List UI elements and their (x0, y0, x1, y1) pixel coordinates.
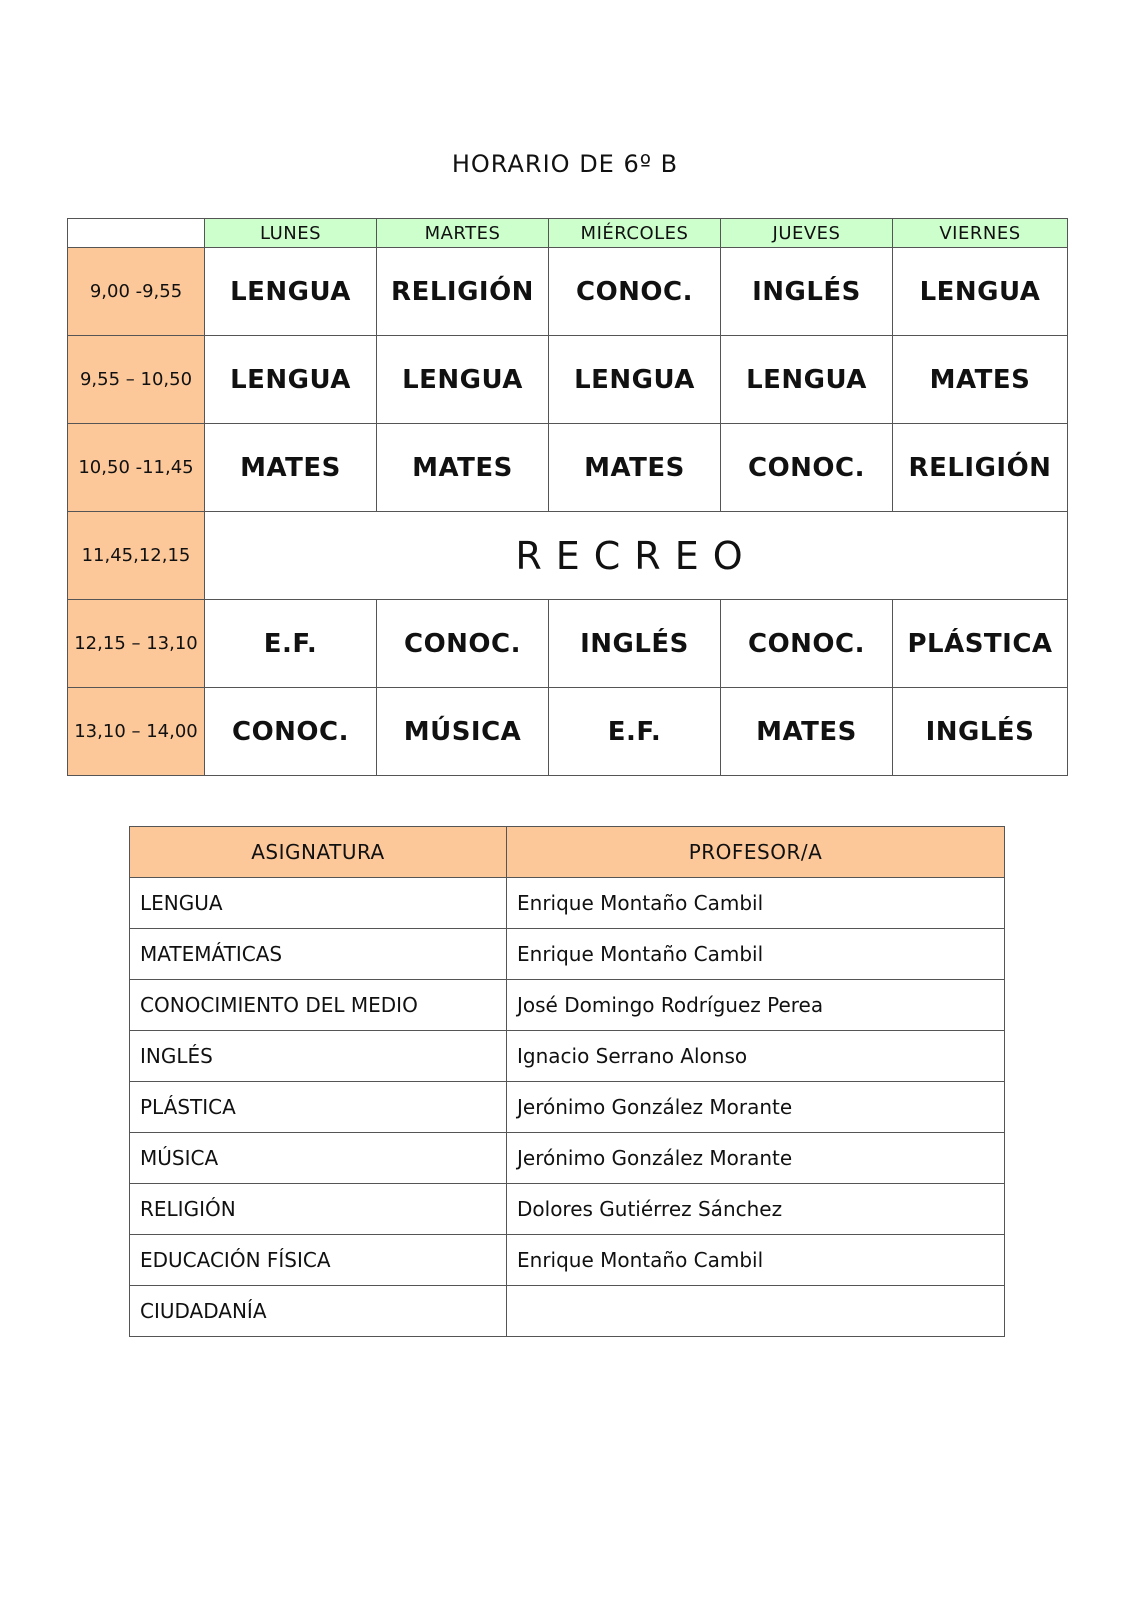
subject-column-header: ASIGNATURA (130, 827, 507, 878)
subject-cell: MATES (893, 336, 1068, 424)
subject-cell: RELIGIÓN (893, 424, 1068, 512)
page-title: HORARIO DE 6º B (451, 150, 679, 178)
recess-cell (205, 512, 1068, 600)
teachers-table (129, 826, 1005, 1337)
teachers-header-row (130, 827, 1005, 878)
subject-name: INGLÉS (130, 1031, 507, 1082)
day-header-viernes: VIERNES (893, 219, 1068, 248)
subject-cell: INGLÉS (893, 688, 1068, 776)
day-header-martes: MARTES (377, 219, 549, 248)
subject-name: LENGUA (130, 878, 507, 929)
schedule-table (67, 218, 1068, 776)
table-row (130, 980, 1005, 1031)
subject-cell: CONOC. (377, 600, 549, 688)
teacher-name: Jerónimo González Morante (507, 1082, 1005, 1133)
table-row (130, 1082, 1005, 1133)
subject-cell: CONOC. (205, 688, 377, 776)
schedule-header-row (68, 219, 1068, 248)
table-row (130, 1235, 1005, 1286)
schedule-row (68, 600, 1068, 688)
subject-name: PLÁSTICA (130, 1082, 507, 1133)
subject-name: CIUDADANÍA (130, 1286, 507, 1337)
subject-cell: E.F. (205, 600, 377, 688)
subject-cell: MATES (549, 424, 721, 512)
subject-name: MATEMÁTICAS (130, 929, 507, 980)
schedule-row (68, 424, 1068, 512)
subject-cell: MÚSICA (377, 688, 549, 776)
subject-name: CONOCIMIENTO DEL MEDIO (130, 980, 507, 1031)
subject-cell: LENGUA (205, 248, 377, 336)
teacher-name (507, 1286, 1005, 1337)
time-slot: 9,55 – 10,50 (68, 336, 205, 424)
day-header-lunes: LUNES (205, 219, 377, 248)
schedule-row (68, 336, 1068, 424)
subject-cell: CONOC. (721, 600, 893, 688)
day-header-miercoles: MIÉRCOLES (549, 219, 721, 248)
subject-cell: MATES (721, 688, 893, 776)
subject-cell: MATES (205, 424, 377, 512)
subject-cell: CONOC. (721, 424, 893, 512)
subject-cell: E.F. (549, 688, 721, 776)
day-header-jueves: JUEVES (721, 219, 893, 248)
time-slot: 10,50 -11,45 (68, 424, 205, 512)
subject-cell: CONOC. (549, 248, 721, 336)
table-row (130, 1286, 1005, 1337)
teacher-column-header: PROFESOR/A (507, 827, 1005, 878)
recess-label: RECREO (515, 533, 757, 578)
time-slot: 9,00 -9,55 (68, 248, 205, 336)
subject-name: MÚSICA (130, 1133, 507, 1184)
schedule-row (68, 248, 1068, 336)
subject-cell: PLÁSTICA (893, 600, 1068, 688)
subject-name: EDUCACIÓN FÍSICA (130, 1235, 507, 1286)
schedule-corner-cell (68, 219, 205, 248)
teacher-name: José Domingo Rodríguez Perea (507, 980, 1005, 1031)
subject-cell: RELIGIÓN (377, 248, 549, 336)
table-row (130, 878, 1005, 929)
subject-cell: LENGUA (721, 336, 893, 424)
subject-cell: MATES (377, 424, 549, 512)
time-slot: 12,15 – 13,10 (68, 600, 205, 688)
time-slot: 11,45,12,15 (68, 512, 205, 600)
table-row (130, 1133, 1005, 1184)
subject-cell: INGLÉS (549, 600, 721, 688)
table-row (130, 929, 1005, 980)
teacher-name: Ignacio Serrano Alonso (507, 1031, 1005, 1082)
teacher-name: Dolores Gutiérrez Sánchez (507, 1184, 1005, 1235)
teacher-name: Enrique Montaño Cambil (507, 1235, 1005, 1286)
table-row (130, 1184, 1005, 1235)
subject-cell: LENGUA (893, 248, 1068, 336)
teacher-name: Jerónimo González Morante (507, 1133, 1005, 1184)
schedule-row-recess (68, 512, 1068, 600)
time-slot: 13,10 – 14,00 (68, 688, 205, 776)
subject-cell: LENGUA (205, 336, 377, 424)
subject-cell: LENGUA (377, 336, 549, 424)
teacher-name: Enrique Montaño Cambil (507, 878, 1005, 929)
teacher-name: Enrique Montaño Cambil (507, 929, 1005, 980)
schedule-row (68, 688, 1068, 776)
subject-cell: LENGUA (549, 336, 721, 424)
subject-cell: INGLÉS (721, 248, 893, 336)
subject-name: RELIGIÓN (130, 1184, 507, 1235)
table-row (130, 1031, 1005, 1082)
